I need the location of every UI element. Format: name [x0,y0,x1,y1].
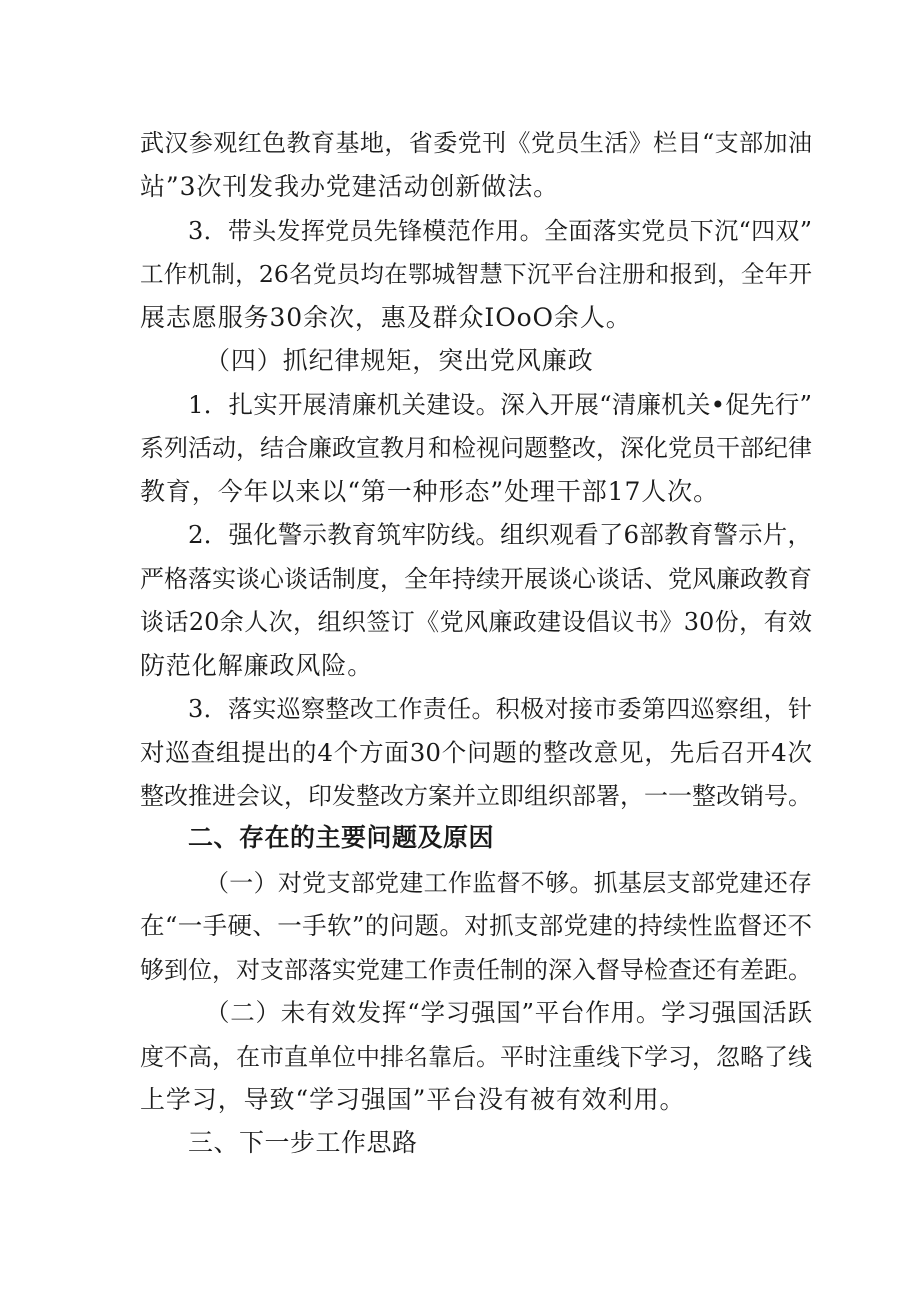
paragraph-line: 教育，今年以来以“第一种形态”处理干部17人次。 [140,477,719,506]
paragraph-line: 防范化解廉政风险。 [140,651,374,680]
paragraph-line: 工作机制，26名党员均在鄂城智慧下沉平台注册和报到，全年开 [140,260,812,288]
paragraph-line: 度不高，在市直单位中排名靠后。平时注重线下学习，忽略了线 [140,1043,812,1071]
paragraph-line: 够到位，对支部落实党建工作责任制的深入督导检查还有差距。 [140,956,812,984]
section-heading: 三、下一步工作思路 [188,1128,418,1157]
paragraph-line: 对巡查组提出的4个方面30个问题的整改意见，先后召开4次 [140,738,812,767]
paragraph-line: 3．落实巡察整改工作责任。积极对接市委第四巡察组，针 [188,695,812,723]
paragraph-line: 2．强化警示教育筑牢防线。组织观看了6部教育警示片， [188,520,812,549]
paragraph-line: 谈话20余人次，组织签订《党风廉政建设倡议书》30份，有效 [140,608,812,636]
paragraph-line: 武汉参观红色教育基地，省委党刊《党员生活》栏目“支部加油 [140,129,812,157]
section-heading: （四）抓纪律规矩，突出党风廉政 [205,346,594,375]
paragraph-line: 上学习，导致“学习强国”平台没有被有效利用。 [140,1085,686,1114]
paragraph-line: 1．扎实开展清廉机关建设。深入开展“清廉机关•促先行” [188,390,812,419]
paragraph-line: 展志愿服务30余次，惠及群众IOoO余人。 [140,303,632,332]
paragraph-line: 在“一手硬、一手软”的问题。对抓支部党建的持续性监督还不 [140,911,812,940]
paragraph-line: 站”3次刊发我办党建活动创新做法。 [140,172,559,201]
paragraph-line: 系列活动，结合廉政宣教月和检视问题整改，深化党员干部纪律 [140,434,812,462]
section-heading: 二、存在的主要问题及原因 [188,823,495,852]
paragraph-line: （一）对党支部党建工作监督不够。抓基层支部党建还存 [205,869,812,897]
paragraph-line: 整改推进会议，印发整改方案并立即组织部署，一一整改销号。 [140,782,812,810]
paragraph-line: 严格落实谈心谈话制度，全年持续开展谈心谈话、党风廉政教育 [140,565,812,593]
paragraph-line: （二）未有效发挥“学习强国”平台作用。学习强国活跃 [205,998,812,1027]
paragraph-line: 3．带头发挥党员先锋模范作用。全面落实党员下沉“四双” [188,217,812,245]
